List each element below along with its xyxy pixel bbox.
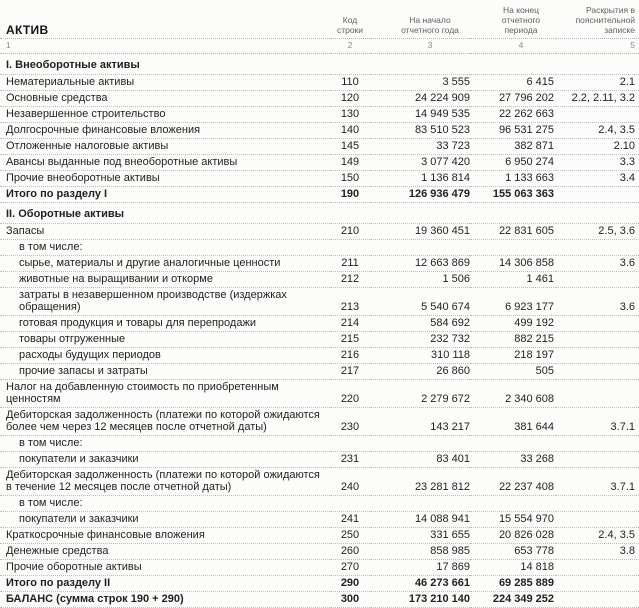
- value-begin-of-year: 3 555: [370, 75, 470, 91]
- line-code: 140: [330, 123, 370, 139]
- note-reference: 3.8: [556, 544, 639, 560]
- note-reference: [556, 348, 639, 364]
- column-number: 4: [470, 39, 556, 54]
- note-reference: 3.7.1: [556, 468, 639, 496]
- value-begin-of-year: 584 692: [370, 316, 470, 332]
- note-reference: [556, 560, 639, 576]
- table-row: [0, 468, 639, 496]
- note-reference: 3.7.1: [556, 408, 639, 436]
- note-reference: 2.5, 3.6: [556, 224, 639, 240]
- value-end-of-period: 499 192: [470, 316, 556, 332]
- table-row: [0, 364, 639, 380]
- line-code: 260: [330, 544, 370, 560]
- value-begin-of-year: 26 860: [370, 364, 470, 380]
- value-begin-of-year: 173 210 140: [370, 592, 470, 608]
- value-end-of-period: 1 461: [470, 272, 556, 288]
- line-code: 110: [330, 75, 370, 91]
- note-reference: [556, 452, 639, 468]
- row-label: Отложенные налоговые активы: [0, 139, 330, 155]
- table-row: [0, 139, 639, 155]
- table-row: [0, 408, 639, 436]
- line-code: 231: [330, 452, 370, 468]
- value-begin-of-year: 46 273 661: [370, 576, 470, 592]
- value-end-of-period: 27 796 202: [470, 91, 556, 107]
- line-code: 211: [330, 256, 370, 272]
- note-reference: [556, 107, 639, 123]
- note-reference: [556, 316, 639, 332]
- table-row: [0, 496, 639, 512]
- value-end-of-period: 2 340 608: [470, 380, 556, 408]
- column-number: 1: [0, 39, 330, 54]
- value-begin-of-year: 17 869: [370, 560, 470, 576]
- note-reference: [556, 187, 639, 203]
- value-end-of-period: 6 415: [470, 75, 556, 91]
- line-code: 250: [330, 528, 370, 544]
- row-label: прочие запасы и затраты: [0, 364, 330, 380]
- row-label: Налог на добавленную стоимость по приобретенным ценностям: [0, 380, 330, 408]
- line-code: 149: [330, 155, 370, 171]
- line-code: 220: [330, 380, 370, 408]
- note-reference: [556, 380, 639, 408]
- note-reference: 2.1: [556, 75, 639, 91]
- table-row: [0, 171, 639, 187]
- line-code: 213: [330, 288, 370, 316]
- note-reference: 3.4: [556, 171, 639, 187]
- table-row: [0, 348, 639, 364]
- sub-group-label: в том числе:: [0, 436, 639, 452]
- line-code: 241: [330, 512, 370, 528]
- table-row: [0, 75, 639, 91]
- table-row: [0, 272, 639, 288]
- note-reference: [556, 592, 639, 608]
- value-end-of-period: 69 285 889: [470, 576, 556, 592]
- value-begin-of-year: 126 936 479: [370, 187, 470, 203]
- value-end-of-period: 96 531 275: [470, 123, 556, 139]
- value-begin-of-year: 310 118: [370, 348, 470, 364]
- column-number-row: [0, 39, 639, 54]
- table-row: [0, 512, 639, 528]
- section-title: II. Оборотные активы: [0, 203, 639, 224]
- row-label: товары отгруженные: [0, 332, 330, 348]
- line-code: 120: [330, 91, 370, 107]
- line-code: 150: [330, 171, 370, 187]
- column-header-begin-of-year: На начало отчетного года: [370, 0, 470, 39]
- row-label: расходы будущих периодов: [0, 348, 330, 364]
- note-reference: [556, 512, 639, 528]
- note-reference: [556, 272, 639, 288]
- value-end-of-period: 22 237 408: [470, 468, 556, 496]
- sub-group-label: в том числе:: [0, 496, 639, 512]
- value-begin-of-year: 2 279 672: [370, 380, 470, 408]
- value-begin-of-year: 23 281 812: [370, 468, 470, 496]
- value-end-of-period: 505: [470, 364, 556, 380]
- row-label: готовая продукция и товары для перепродажи: [0, 316, 330, 332]
- table-row: [0, 91, 639, 107]
- note-reference: [556, 364, 639, 380]
- row-label: Итого по разделу II: [0, 576, 330, 592]
- table-row: [0, 187, 639, 203]
- value-end-of-period: 224 349 252: [470, 592, 556, 608]
- value-end-of-period: 155 063 363: [470, 187, 556, 203]
- note-reference: 2.10: [556, 139, 639, 155]
- row-label: покупатели и заказчики: [0, 452, 330, 468]
- value-end-of-period: 33 268: [470, 452, 556, 468]
- value-end-of-period: 22 262 663: [470, 107, 556, 123]
- table-row: [0, 436, 639, 452]
- row-label: Прочие внеоборотные активы: [0, 171, 330, 187]
- value-end-of-period: 22 831 605: [470, 224, 556, 240]
- value-begin-of-year: 3 077 420: [370, 155, 470, 171]
- row-label: Краткосрочные финансовые вложения: [0, 528, 330, 544]
- line-code: 290: [330, 576, 370, 592]
- line-code: 212: [330, 272, 370, 288]
- section-row: [0, 54, 639, 75]
- row-label: Незавершенное строительство: [0, 107, 330, 123]
- row-label: Дебиторская задолженность (платежи по которой ожидаются более чем через 12 месяцев после отчетной даты): [0, 408, 330, 436]
- value-begin-of-year: 232 732: [370, 332, 470, 348]
- section-row: [0, 203, 639, 224]
- value-end-of-period: 6 950 274: [470, 155, 556, 171]
- note-reference: 3.6: [556, 256, 639, 272]
- header-row: [0, 0, 639, 39]
- row-label: затраты в незавершенном производстве (издержках обращения): [0, 288, 330, 316]
- row-label: сырье, материалы и другие аналогичные ценности: [0, 256, 330, 272]
- value-end-of-period: 14 818: [470, 560, 556, 576]
- value-end-of-period: 218 197: [470, 348, 556, 364]
- table-row: [0, 123, 639, 139]
- line-code: 145: [330, 139, 370, 155]
- row-label: Итого по разделу I: [0, 187, 330, 203]
- table-row: [0, 316, 639, 332]
- row-label: Дебиторская задолженность (платежи по которой ожидаются в течение 12 месяцев после отчетной даты): [0, 468, 330, 496]
- value-begin-of-year: 858 985: [370, 544, 470, 560]
- note-reference: 2.2, 2.11, 3.2: [556, 91, 639, 107]
- row-label: Авансы выданные под внеоборотные активы: [0, 155, 330, 171]
- column-header-code: Код строки: [330, 0, 370, 39]
- value-begin-of-year: 12 663 869: [370, 256, 470, 272]
- line-code: 130: [330, 107, 370, 123]
- value-begin-of-year: 14 088 941: [370, 512, 470, 528]
- value-end-of-period: 20 826 028: [470, 528, 556, 544]
- value-begin-of-year: 1 506: [370, 272, 470, 288]
- note-reference: 3.3: [556, 155, 639, 171]
- line-code: 217: [330, 364, 370, 380]
- row-label: Запасы: [0, 224, 330, 240]
- value-begin-of-year: 5 540 674: [370, 288, 470, 316]
- column-number: 2: [330, 39, 370, 54]
- value-begin-of-year: 19 360 451: [370, 224, 470, 240]
- value-begin-of-year: 83 401: [370, 452, 470, 468]
- value-begin-of-year: 331 655: [370, 528, 470, 544]
- row-label: Нематериальные активы: [0, 75, 330, 91]
- value-end-of-period: 382 871: [470, 139, 556, 155]
- table-row: [0, 107, 639, 123]
- column-header-end-of-period: На конец отчетного периода: [470, 0, 556, 39]
- column-header-notes: Раскрытия в пояснительной записке: [556, 0, 639, 39]
- table-row: [0, 288, 639, 316]
- row-label: Основные средства: [0, 91, 330, 107]
- line-code: 214: [330, 316, 370, 332]
- row-label: Долгосрочные финансовые вложения: [0, 123, 330, 139]
- row-label: БАЛАНС (сумма строк 190 + 290): [0, 592, 330, 608]
- line-code: 215: [330, 332, 370, 348]
- table-row: [0, 155, 639, 171]
- page-title: АКТИВ: [0, 0, 330, 39]
- value-end-of-period: 15 554 970: [470, 512, 556, 528]
- table-row: [0, 592, 639, 608]
- table-row: [0, 380, 639, 408]
- table-row: [0, 256, 639, 272]
- section-title: I. Внеоборотные активы: [0, 54, 639, 75]
- value-begin-of-year: 24 224 909: [370, 91, 470, 107]
- line-code: 190: [330, 187, 370, 203]
- value-end-of-period: 6 923 177: [470, 288, 556, 316]
- note-reference: [556, 576, 639, 592]
- line-code: 216: [330, 348, 370, 364]
- line-code: 240: [330, 468, 370, 496]
- row-label: Денежные средства: [0, 544, 330, 560]
- line-code: 300: [330, 592, 370, 608]
- column-number: 3: [370, 39, 470, 54]
- value-begin-of-year: 33 723: [370, 139, 470, 155]
- value-end-of-period: 14 306 858: [470, 256, 556, 272]
- row-label: животные на выращивании и откорме: [0, 272, 330, 288]
- table-row: [0, 332, 639, 348]
- note-reference: 2.4, 3.5: [556, 123, 639, 139]
- table-row: [0, 452, 639, 468]
- value-end-of-period: 882 215: [470, 332, 556, 348]
- line-code: 270: [330, 560, 370, 576]
- column-number: 5: [556, 39, 639, 54]
- note-reference: 2.4, 3.5: [556, 528, 639, 544]
- sub-group-label: в том числе:: [0, 240, 639, 256]
- value-end-of-period: 1 133 663: [470, 171, 556, 187]
- table-row: [0, 240, 639, 256]
- value-begin-of-year: 14 949 535: [370, 107, 470, 123]
- value-end-of-period: 653 778: [470, 544, 556, 560]
- table-row: [0, 576, 639, 592]
- line-code: 230: [330, 408, 370, 436]
- value-begin-of-year: 83 510 523: [370, 123, 470, 139]
- note-reference: [556, 332, 639, 348]
- line-code: 210: [330, 224, 370, 240]
- table-row: [0, 224, 639, 240]
- value-end-of-period: 381 644: [470, 408, 556, 436]
- value-begin-of-year: 143 217: [370, 408, 470, 436]
- row-label: покупатели и заказчики: [0, 512, 330, 528]
- note-reference: 3.6: [556, 288, 639, 316]
- table-row: [0, 528, 639, 544]
- row-label: Прочие оборотные активы: [0, 560, 330, 576]
- table-row: [0, 544, 639, 560]
- table-row: [0, 560, 639, 576]
- table-header: [0, 0, 639, 54]
- table-body: [0, 54, 639, 608]
- value-begin-of-year: 1 136 814: [370, 171, 470, 187]
